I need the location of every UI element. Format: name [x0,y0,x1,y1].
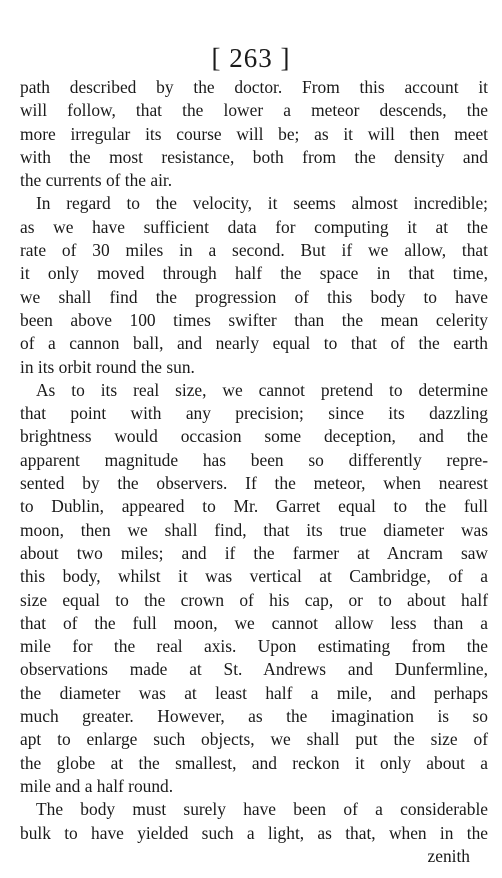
text-line: it only moved through half the space in that time, [20,263,488,284]
text-line: more irregular its course will be; as it will then meet [20,123,488,144]
text-line: observations made at St. Andrews and Dunfermline, [20,659,488,680]
body-text [20,76,488,868]
text-line: this body, whilst it was vertical at Cambridge, of a [20,566,488,587]
text-line: mile and a half round. [20,775,174,796]
text-line: The body must surely have been of a considerable [36,799,488,820]
text-line: brightness would occasion some deception, and the [20,426,488,447]
text-line: in its orbit round the sun. [20,356,195,377]
text-line: we shall find the progression of this body to have [20,286,488,307]
text-line: apparent magnitude has been so differently repre- [20,449,488,470]
catchword: zenith [427,845,470,866]
text-line: rate of 30 miles in a second. But if we allow, that [20,240,488,261]
text-line: will follow, that the lower a meteor descends, the [20,100,488,121]
text-line: much greater. However, as the imagination is so [20,706,488,727]
text-line: to Dublin, appeared to Mr. Garret equal to the full [20,496,488,517]
text-line: the currents of the air. [20,170,173,191]
text-line: In regard to the velocity, it seems almost incredible; [36,193,488,214]
text-line: As to its real size, we cannot pretend to determine [36,379,488,400]
text-line: the globe at the smallest, and reckon it only about a [20,752,488,773]
text-line: moon, then we shall find, that its true diameter was [20,519,488,540]
text-line: apt to enlarge such objects, we shall put the size of [20,729,488,750]
text-line: size equal to the crown of his cap, or to about half [20,589,488,610]
text-line: sented by the observers. If the meteor, when nearest [20,473,488,494]
text-line: that of the full moon, we cannot allow less than a [20,612,488,633]
text-line: mile for the real axis. Upon estimating from the [20,636,488,657]
text-line: that point with any precision; since its dazzling [20,403,488,424]
text-line: been above 100 times swifter than the mean celerity [20,309,488,330]
text-line: with the most resistance, both from the density and [20,146,488,167]
page-number-header: [ 263 ] [211,43,291,73]
text-line: of a cannon ball, and nearly equal to that of the earth [20,333,488,354]
text-line: path described by the doctor. From this account it [20,77,488,97]
text-line: the diameter was at least half a mile, and perhaps [20,682,488,703]
text-line: about two miles; and if the farmer at Ancram saw [20,542,488,563]
text-line: as we have sufficient data for computing it at the [20,216,488,237]
text-line: bulk to have yielded such a light, as that, when in the [20,822,488,843]
